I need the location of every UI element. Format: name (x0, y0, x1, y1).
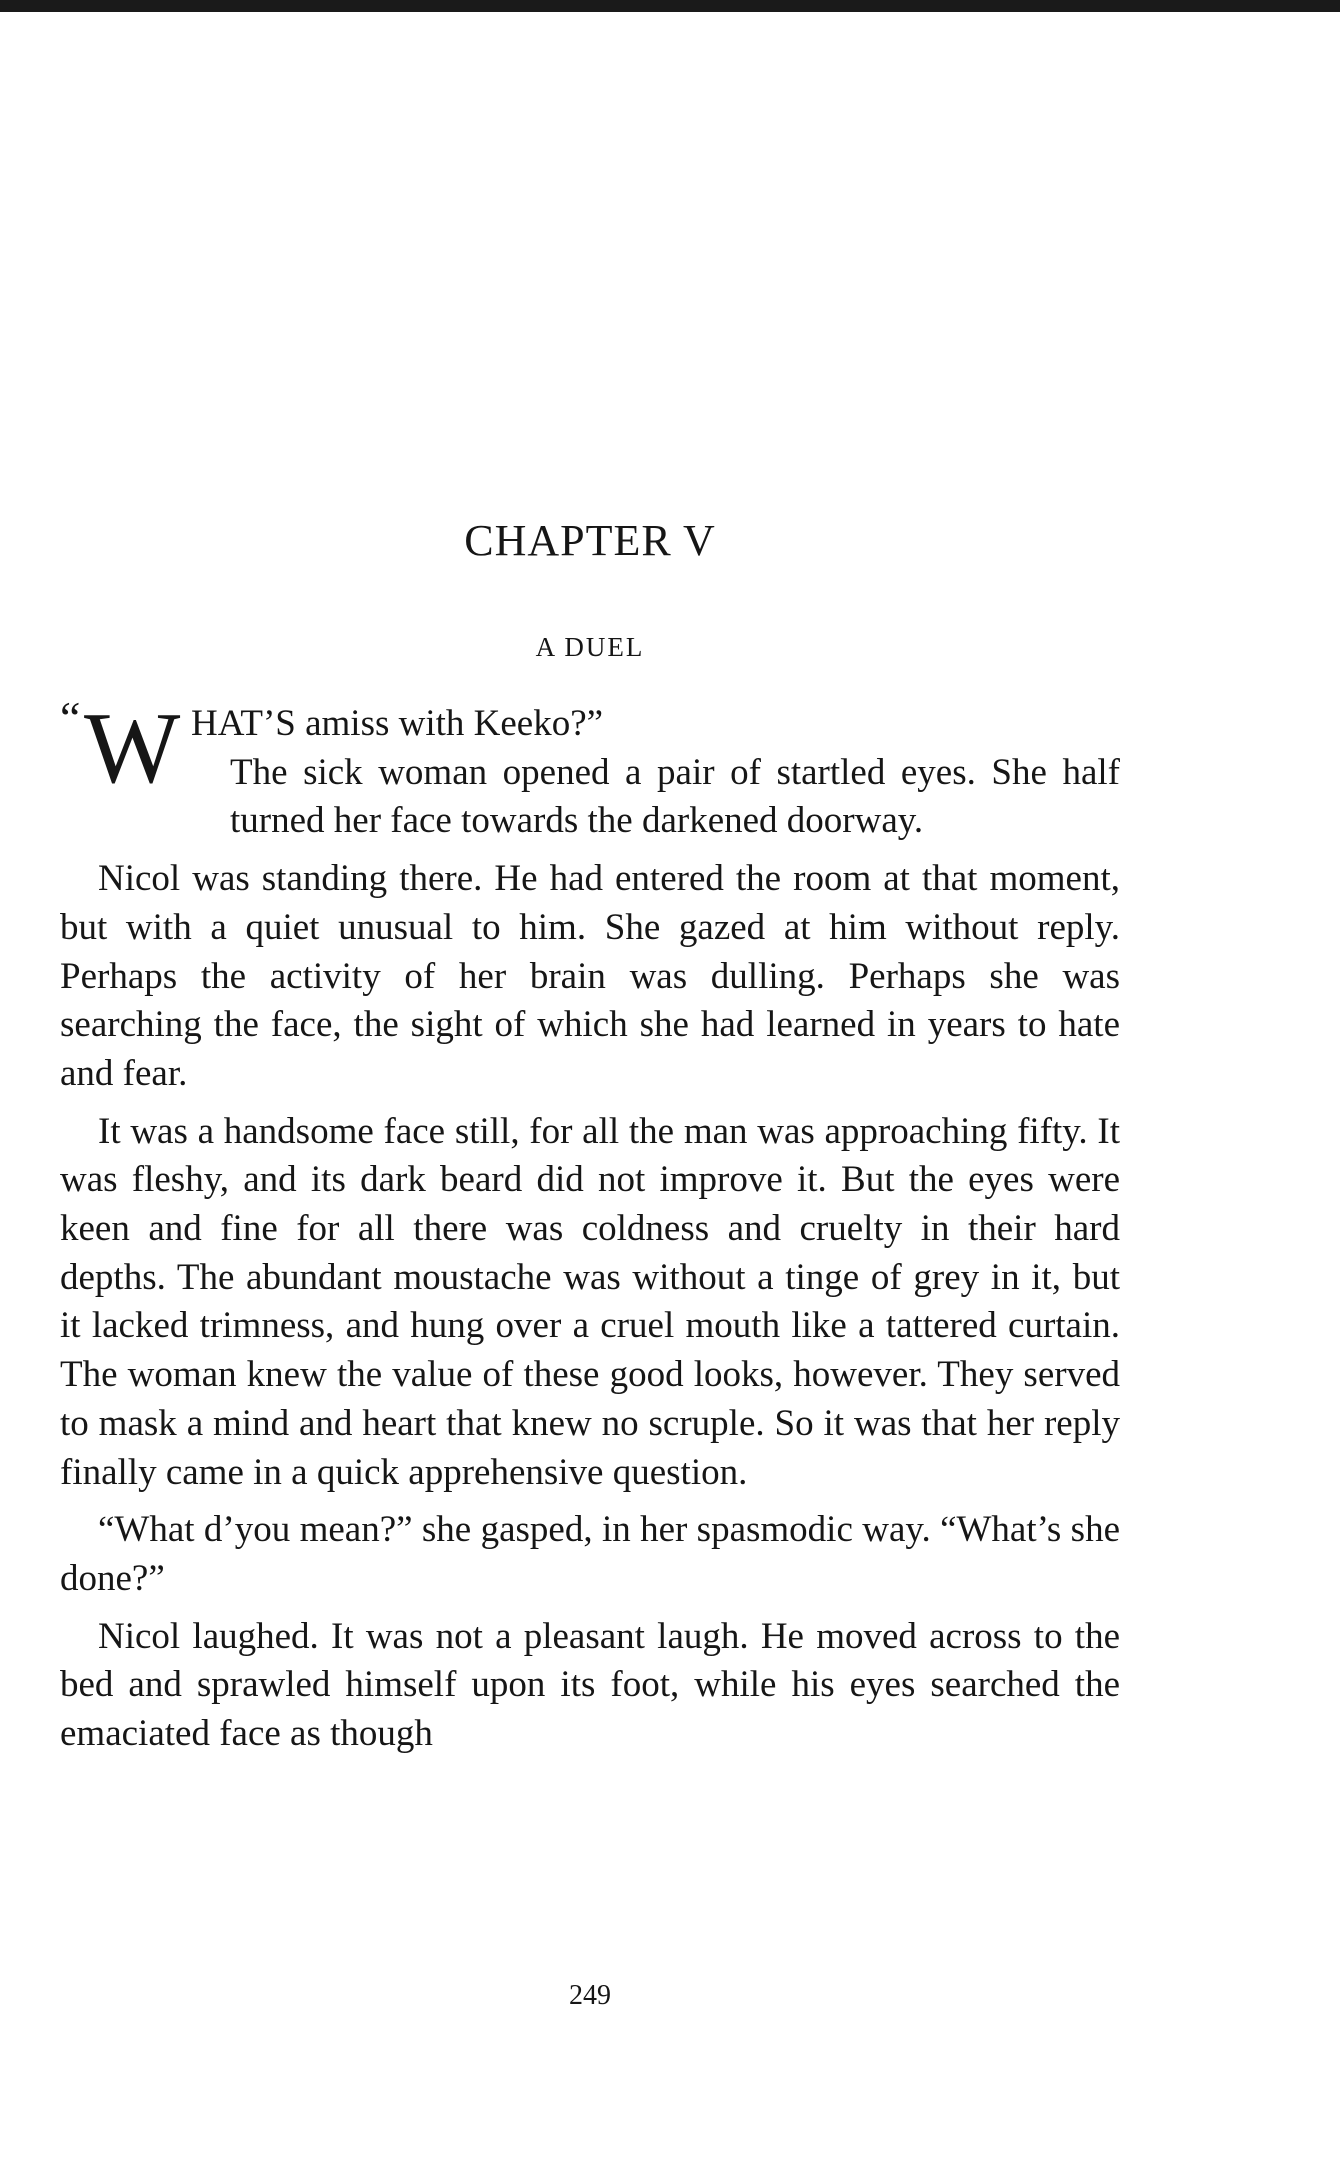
paragraph: Nicol was standing there. He had entered the room at that moment, but with a quiet unusual to him. She gazed at him without reply. Perhaps the activity of her brain was dulling. Perhaps she was searching the face, the sight of which she had learned in years to hate and fear. (60, 858, 1120, 1094)
opening-line-text: HAT’S amiss with Keeko?” (191, 703, 604, 744)
paragraph: It was a handsome face still, for all the man was approaching fifty. It was fleshy, and its dark beard did not improve it. But the eyes were keen and fine for all there was coldness and cruelty in their hard depths. The abundant moustache was without a tinge of grey in it, but it lacked trimness, and hung over a cruel mouth like a tattered curtain. The woman knew the value of these good looks, however. They served to mask a mind and heart that knew no scruple. So it was that her reply finally came in a quick apprehensive question. (60, 1110, 1120, 1493)
chapter-title: CHAPTER V (464, 516, 716, 565)
opening-quote-mark: “ (60, 692, 81, 743)
chapter-text (60, 692, 1120, 1759)
opening-paragraph-rest: The sick woman opened a pair of startled eyes. She half turned her face towards the darkened doorway. (230, 751, 1120, 842)
book-page (60, 0, 1120, 2162)
drop-cap: W (84, 692, 181, 805)
chapter-subtitle: A DUEL (535, 632, 645, 662)
page-number: 249 (569, 1980, 611, 2011)
paragraph: “What d’you mean?” she gasped, in her spasmodic way. “What’s she done?” (60, 1509, 1120, 1599)
paragraph: Nicol laughed. It was not a pleasant laugh. He moved across to the bed and sprawled himself upon its foot, while his eyes searched the emaciated face as though (60, 1615, 1120, 1755)
opening-paragraph (60, 692, 1120, 846)
